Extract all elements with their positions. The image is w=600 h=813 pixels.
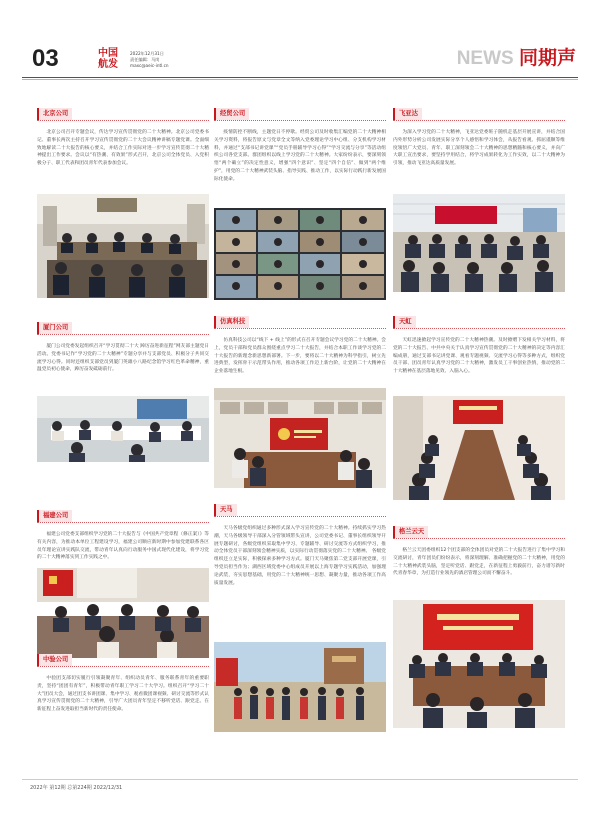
photo-meeting-room [37,194,209,298]
section-text: 天虹迅速掀起学习宣传党的二十大精神热潮。及时掀赠下发相关学习材料，将党的二十大报告、中共中央关于认真学习宣传贯彻党的二十大精神的决定等内容汇编成册，通过支部书记讲党课、观看专题视频、交流学习心得等多种方式，组织党员干部、团员青年认真学习党的二十大精神，激发员工干事创业热情，推动党的二十大精神在基层落地见效、入脑入心。 [393,338,565,375]
logo-line1: 中国 [98,48,118,59]
section-title: 北京公司 [37,108,72,120]
section-text: 中验团支部切实履行引领凝聚青年、组织动员青年、服务联系青年的重要职责，坚持“团团有青年”，积极带动青年职工学习二十大学习。组织召开“学习二十大”团员大会，通过团支书讲团课、集中学习、观看微团课视频、研讨交流等形式认真学习宣传贯彻党的二十大精神，引导广大团员青年坚定不移听党话、跟党走。在新征程上奋发进取担当新时代的责任使命。 [37,676,209,713]
footer-issue: 2022年 第12期 总第224期 2022/12/31 [30,785,123,791]
section-text: 为深入学习党的二十大精神，飞亚达党委班子随机走基层开展宣讲，并结合国内外形势分析公司发展实际分享个人感悟和学习体会，从报告看观、抓屈谨顺等维度领悟广大党员、青年、职工深刻领会二十大精神的思想精髓和核心要义，并向广大职工宣出要求，要坚持学用结合，将学习成果转化为工作实效，以二十大精神为引领，推动飞亚达高质量发展。 [393,130,565,167]
section-title: 经贸公司 [214,108,249,120]
issue-editor: 责任编辑：马岗 [130,57,160,62]
section-title: 飞亚达 [393,108,422,120]
section-title: 福建公司 [37,510,72,522]
section-zhongyan [37,654,209,745]
photo-long-table-meeting [393,396,565,500]
photo-party-flag-meeting [37,568,209,658]
section-text: 福建公司党委支部组织学习党的二十大报告与《中国共产党章程（修正案）》等有关内容，为推动本单位工程建设学习，福建公司顺应新时期中参加党建联系各区员年理论宣讲实践队交流，带动青年认真向行动服务中国式现代化建设，将学习党的二十大精神落实到工作实践之中。 [37,532,209,561]
section-jingmao [214,108,386,199]
section-title: 仿真科技 [214,316,249,328]
section-text: 仿真科技公司以“线下 + 线上”的形式在召开专题会议学习党的二十大精神。会上，党员干部和党员群众围绕重点学习二十大报告，并结合本职工作谈学习党的二十大报告的新理念新思想新部署。下一步，要将以二十大精神为科学指引，树立先进典型，发挥骨干示范带头作用，推动各项工作迈上新台阶，让党的二十大精神在企业落地生根。 [214,338,386,375]
section-xiamen [37,322,209,395]
logo-line2: 航发 [98,59,118,70]
column-title-en: NEWS [456,48,514,69]
photo-conference-screen [214,388,386,488]
photo-video-conference-grid [214,208,386,300]
page-header [22,44,578,74]
section-fangzhen [214,316,386,383]
aecc-logo [98,48,122,70]
section-text: 疫情防控不断线，主题党日不停歇。经贸公司及时收集汇编党的二十大精神相关学习资料，将报告原文与党章全文等纳入党委理论学习中心组、分支机构学习材料，并通过“支部书记讲党课”“党员手册辅导学习心得”“学习交流与分享”等活动组织公司各党支部。群团组织以线上学习党的二十大精神。大家纷纷表示，要深刻领悟“两个确立”的决定性意义，增强“四个意识”、坚定“四个自信”、做到“两个维护”，用党的二十大精神武装头脑、指导实践、推动工作，以实际行动践行新发展国际化使命。 [214,130,386,182]
header-rule [22,77,578,78]
section-beijing [37,108,209,199]
photo-lecture-hall [393,184,565,292]
section-text: 北京公司召开专题会议，传达学习宣传贯彻党的二十大精神。北京公司党委书记、董事长两次主持召开学习宣传贯彻党的二十大会议精神讲稿专题党课。全面细致地解读二十大报告的核心要义，并结合工作实际对进一步学习宣传贯彻二十大精神提出工作要求。会议以“有热潮、有效果”形式召开，北京公司全体党员、入党积极分子、职工代表和团员青年代表参加会议。 [37,130,209,167]
photo-outdoor-group [214,642,386,732]
section-text: 天马各级党组织通过多种形式深入学习宣传党的二十大精神。持续抓实学习热潮，天马各级领导干部深入分管领域带头宣讲，公司党委书记、董事长组织领导开展专题研讨，各级党组织采取集中学习、专题辅导、研讨交流等方式组织学习，推动全体党员干部深刻领会精神实质，以实际行动贯彻落实党的二十大精神。 各级党组织还立足实际，积极探索多种学习方式。厦门天马聚焦第二党支部开展党课，引导党员担当作为；湖西区域党委中心组成员开展以上海专题学习实践活动，加强理论武装，夯实思想基础，用党的二十大精神统一思想、凝聚力量，推动各项工作高质量发展。 [214,526,386,586]
column-title-cn: 同期声 [518,48,576,69]
header-rule-thin [22,79,578,80]
section-title: 天马 [214,504,237,516]
section-title: 厦门公司 [37,322,72,334]
issue-email: maxc@aeic-intl.cn [130,63,169,68]
section-tianma [214,504,386,647]
issue-date: 2022年12月31日 [130,51,164,56]
section-grand-skylight [393,526,565,609]
section-text: 格兰云天团委组织12个团支部的全体团员对党的二十大报告进行了集中学习和交流研讨，青年团员们纷纷表示，将深刻理解、准确把握党的二十大精神，用党的二十大精神武装头脑，坚定听党话、跟党走，在新征程上勇毅前行，奋力谱写新时代青春华章，为打造行业领先的酒店管理公司而不懈奋斗。 [393,548,565,577]
section-tianhong [393,316,565,399]
section-title: 天虹 [393,316,416,328]
issue-meta [130,51,169,69]
section-title: 中验公司 [37,654,72,666]
page-number: 03 [32,45,59,72]
section-text: 厦门公司党委发起组织召开“学习贯彻二十大 踔厉奋进新征程”网友部主题党日活动。党委书记作“学习党的二十大精神”专题分享并与支部党员、积极分子共同交流学习心得。同时还组织支部党员到厦门英雄小八路纪念馆学习红色革命精神，重温党员初心使命，踔厉奋发砥砺前行。 [37,344,209,373]
photo-training-room [37,396,209,462]
footer-rule [22,779,578,780]
section-feiyada [393,108,565,191]
column-title [457,46,576,72]
photo-study-session [393,600,565,728]
section-title: 格兰云天 [393,526,428,538]
